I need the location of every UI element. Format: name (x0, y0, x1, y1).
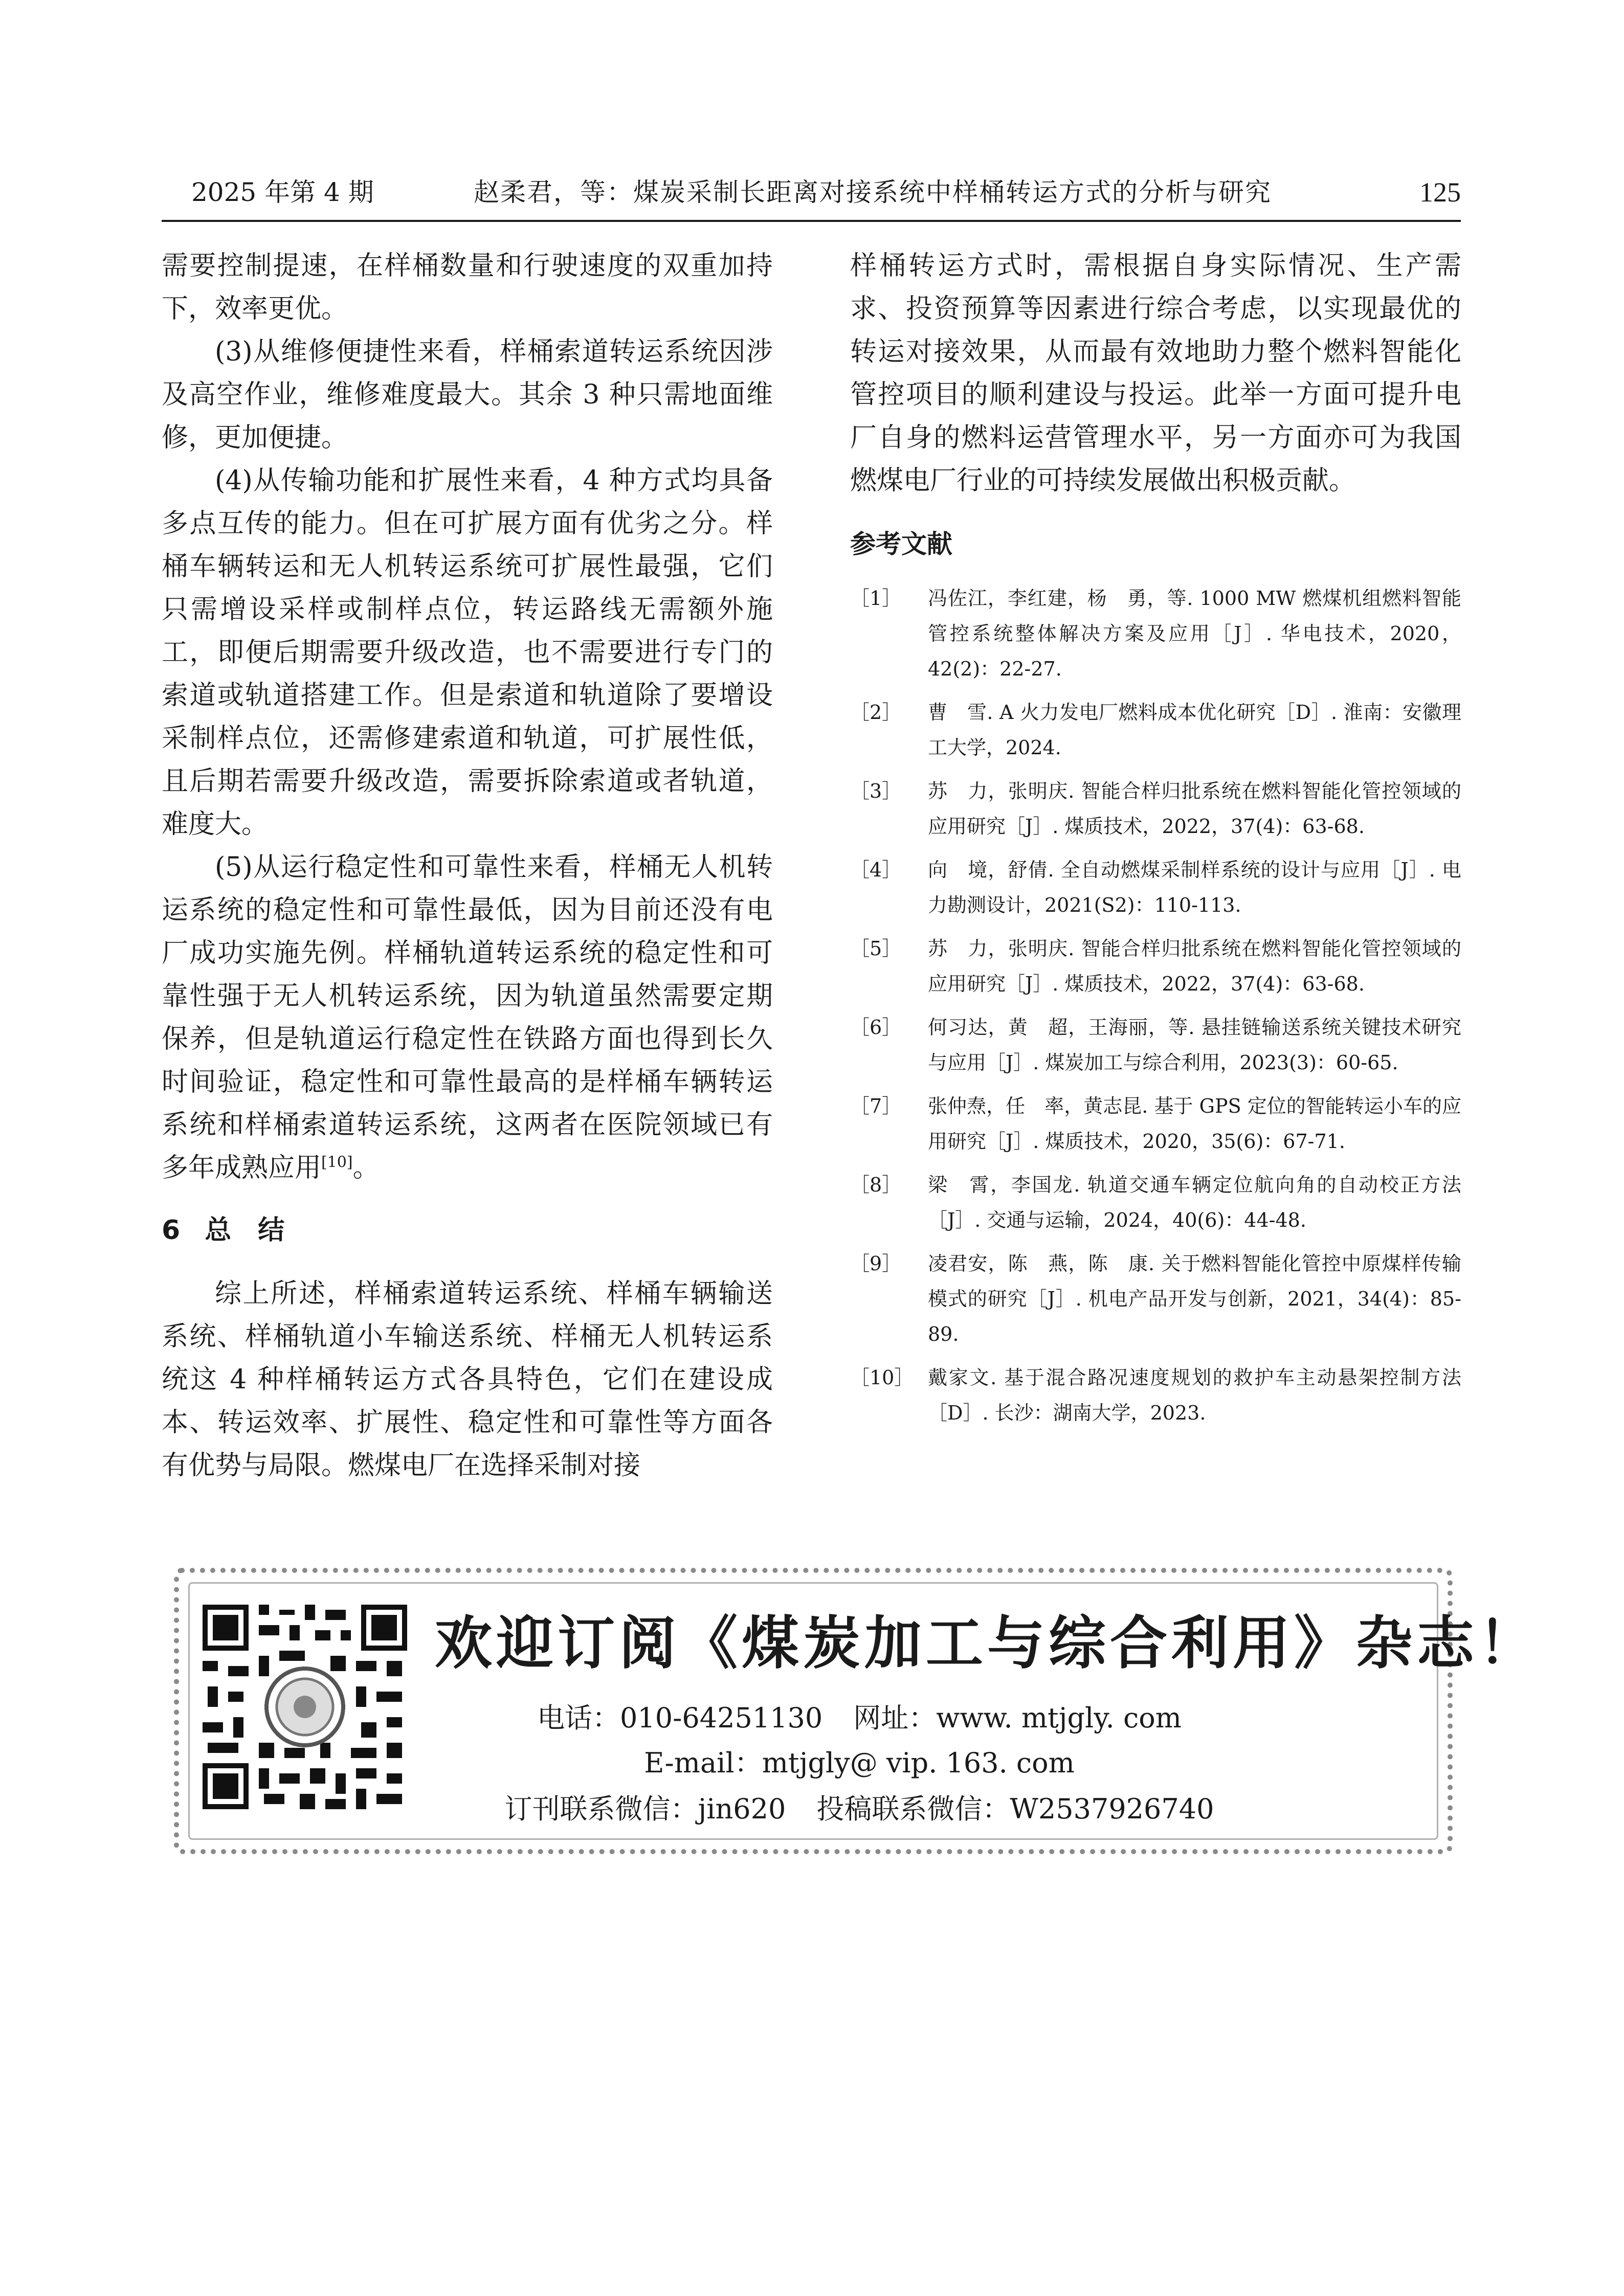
running-title: 赵柔君，等：煤炭采制长距离对接系统中样桶转运方式的分析与研究 (474, 177, 1272, 207)
reference-item (850, 695, 1461, 766)
ad-phone: 电话：010-64251130 (537, 1702, 823, 1734)
reference-number: ［8］ (850, 1174, 902, 1196)
paragraph: (4)从传输功能和扩展性来看，4 种方式均具备多点互传的能力。但在可扩展方面有优劣之分。样桶车辆转运和无人机转运系统可扩展性最强，它们只需增设采样或制样点位，转运路线无需额外施工，即便后期需要升级改造，也不需要进行专门的索道或轨道搭建工作。但是索道和轨道除了要增设采制样点位，还需修建索道和轨道，可扩展性低，且后期若需要升级改造，需要拆除索道或者轨道，难度大。 (162, 465, 773, 840)
reference-number: ［7］ (850, 1095, 902, 1117)
reference-item (850, 1360, 1461, 1431)
reference-item (850, 581, 1461, 687)
paragraph: 需要控制提速，在样桶数量和行驶速度的双重加持下，效率更优。 (162, 251, 773, 324)
ad-website: 网址：www. mtjgly. com (853, 1702, 1182, 1734)
reference-number: ［5］ (850, 937, 902, 960)
reference-number: ［4］ (850, 859, 902, 881)
reference-text: 何习达，黄 超，王海丽，等. 悬挂链输送系统关键技术研究与应用［J］. 煤炭加工与综合利用，2023(3)：60-65. (928, 1016, 1461, 1074)
reference-number: ［6］ (850, 1016, 902, 1039)
ad-submit-wechat: 投稿联系微信：W2537926740 (816, 1793, 1214, 1825)
reference-item (850, 931, 1461, 1002)
section-number: 6 (162, 1215, 181, 1246)
reference-text: 曹 雪. A 火力发电厂燃料成本优化研究［D］. 淮南：安徽理工大学，2024. (928, 701, 1461, 759)
ad-title: 欢迎订阅《煤炭加工与综合利用》杂志！ (435, 1610, 1540, 1677)
journal-issue: 2025 年第 4 期 (191, 177, 374, 207)
reference-text: 张仲焘，任 率，黄志昆. 基于 GPS 定位的智能转运小车的应用研究［J］. 煤质技术，2020，35(6)：67-71. (928, 1095, 1461, 1153)
reference-text: 苏 力，张明庆. 智能合样归批系统在燃料智能化管控领域的应用研究［J］. 煤质技术，2022，37(4)：63-68. (928, 780, 1461, 838)
paragraph-text: (5)从运行稳定性和可靠性来看，样桶无人机转运系统的稳定性和可靠性最低，因为目前还没有电厂成功实施先例。样桶轨道转运系统的稳定性和可靠性强于无人机转运系统，因为轨道虽然需要定期保养，但是轨道运行稳定性在铁路方面也得到长久时间验证，稳定性和可靠性最高的是样桶车辆转运系统和样桶索道转运系统，这两者在医院领域已有多年成熟应用 (162, 852, 773, 1183)
page-number: 125 (1419, 177, 1461, 208)
header-rule (162, 220, 1461, 222)
reference-item (850, 774, 1461, 844)
reference-number: ［2］ (850, 701, 902, 724)
reference-text: 梁 霄，李国龙. 轨道交通车辆定位航向角的自动校正方法［J］. 交通与运输，2024，40(6)：44-48. (928, 1174, 1461, 1231)
reference-item (850, 1089, 1461, 1159)
ad-subscribe-wechat: 订刊联系微信：jin620 (504, 1793, 786, 1825)
ad-wechat-line (435, 1789, 1284, 1830)
running-header (162, 172, 1461, 213)
right-column (850, 244, 1461, 1439)
ad-email: E-mail：mtjgly@ vip. 163. com (644, 1747, 1075, 1779)
reference-item (850, 1167, 1461, 1238)
reference-number: ［9］ (850, 1252, 902, 1275)
reference-text: 苏 力，张明庆. 智能合样归批系统在燃料智能化管控领域的应用研究［J］. 煤质技术，2022，37(4)：63-68. (928, 937, 1461, 995)
subscription-advertisement (174, 1568, 1540, 1854)
references-heading: 参考文献 (850, 529, 952, 559)
reference-item (850, 1010, 1461, 1081)
reference-item (850, 852, 1461, 923)
paragraph (162, 846, 773, 1189)
reference-text: 冯佐江，李红建，杨 勇，等. 1000 MW 燃煤机组燃料智能管控系统整体解决方案及应用［J］. 华电技术，2020，42(2)：22-27. (928, 587, 1461, 680)
ad-contact-line (435, 1698, 1284, 1739)
qr-code-icon (197, 1600, 412, 1814)
paragraph: (3)从维修便捷性来看，样桶索道转运系统因涉及高空作业，维修难度最大。其余 3 种只需地面维修，更加便捷。 (162, 336, 773, 453)
section-heading (162, 1209, 773, 1252)
reference-list (850, 581, 1461, 1431)
paragraph: 综上所述，样桶索道转运系统、样桶车辆输送系统、样桶轨道小车输送系统、样桶无人机转运系统这 4 种样桶转运方式各具特色，它们在建设成本、转运效率、扩展性、稳定性和可靠性等方面各有优势与局限。燃煤电厂在选择采制对接 (162, 1278, 773, 1481)
citation-marker: [10] (321, 1153, 353, 1172)
reference-item (850, 1246, 1461, 1352)
reference-text: 凌君安，陈 燕，陈 康. 关于燃料智能化管控中原煤样传输模式的研究［J］. 机电产品开发与创新，2021，34(4)：85-89. (928, 1252, 1461, 1345)
reference-number: ［10］ (850, 1366, 914, 1389)
paragraph-end: 。 (352, 1153, 380, 1183)
section-title: 总 结 (205, 1215, 285, 1246)
left-column (162, 244, 773, 1487)
paragraph: 样桶转运方式时，需根据自身实际情况、生产需求、投资预算等因素进行综合考虑，以实现最优的转运对接效果，从而最有效地助力整个燃料智能化管控项目的顺利建设与投运。此举一方面可提升电厂自身的燃料运营管理水平，另一方面亦可为我国燃煤电厂行业的可持续发展做出积极贡献。 (850, 251, 1461, 496)
reference-number: ［1］ (850, 587, 902, 610)
reference-number: ［3］ (850, 780, 902, 802)
reference-text: 戴家文. 基于混合路况速度规划的救护车主动悬架控制方法［D］. 长沙：湖南大学，2023. (928, 1366, 1461, 1424)
reference-text: 向 境，舒倩. 全自动燃煤采制样系统的设计与应用［J］. 电力勘测设计，2021(S2)：110-113. (928, 859, 1461, 916)
